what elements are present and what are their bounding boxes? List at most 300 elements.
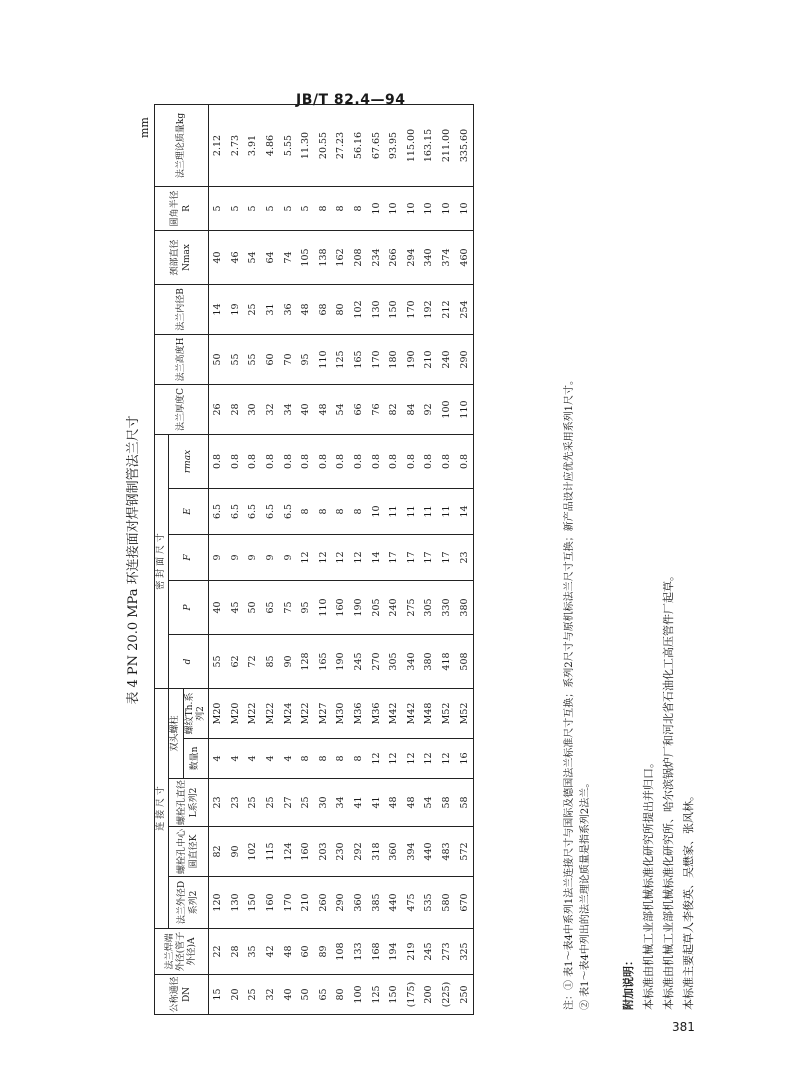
- table-cell: 8: [315, 488, 333, 534]
- table-cell: 260: [315, 877, 333, 929]
- table-cell: 16: [455, 739, 473, 779]
- table-cell: 194: [385, 929, 403, 975]
- table-cell: 200: [420, 975, 438, 1015]
- table-cell: M22: [297, 688, 315, 738]
- table-cell: 440: [385, 877, 403, 929]
- table-cell: 23: [209, 779, 227, 827]
- table-cell: 102: [244, 827, 262, 877]
- table-cell: 125: [332, 334, 350, 384]
- col-p-header: P: [169, 580, 209, 634]
- table-cell: 165: [350, 334, 368, 384]
- table-cell: 6.5: [279, 488, 297, 534]
- flange-dimension-table: [154, 104, 474, 1015]
- table-cell: 92: [420, 384, 438, 434]
- table-cell: 8: [332, 739, 350, 779]
- table-cell: 150: [244, 877, 262, 929]
- table-cell: 240: [438, 334, 456, 384]
- note-2: ② 表1～表4中列出的法兰理论质量是指系列2法兰。: [580, 777, 591, 1010]
- table-cell: 58: [455, 779, 473, 827]
- table-cell: 42: [262, 929, 280, 975]
- table-cell: 340: [420, 230, 438, 284]
- table-cell: 23: [455, 534, 473, 580]
- table-cell: 8: [315, 739, 333, 779]
- table-cell: 20: [227, 975, 245, 1015]
- table-cell: 290: [455, 334, 473, 384]
- table-cell: 19: [227, 284, 245, 334]
- table-row: [244, 104, 262, 1014]
- table-cell: 192: [420, 284, 438, 334]
- table-cell: 5: [262, 186, 280, 230]
- table-cell: 25: [262, 779, 280, 827]
- table-cell: 110: [455, 384, 473, 434]
- table-cell: 34: [332, 779, 350, 827]
- table-cell: 62: [227, 634, 245, 688]
- col-r-header: 圆角半径R: [155, 186, 209, 230]
- table-cell: 170: [403, 284, 421, 334]
- table-cell: 55: [209, 634, 227, 688]
- table-cell: 535: [420, 877, 438, 929]
- col-th-header: 螺纹Th.系列2: [183, 688, 209, 738]
- table-cell: 0.8: [438, 434, 456, 488]
- table-cell: 40: [209, 230, 227, 284]
- table-cell: 180: [385, 334, 403, 384]
- table-cell: 40: [279, 975, 297, 1015]
- table-cell: 102: [350, 284, 368, 334]
- table-cell: 80: [332, 284, 350, 334]
- table-cell: M42: [403, 688, 421, 738]
- table-row: [385, 104, 403, 1014]
- table-cell: 58: [438, 779, 456, 827]
- table-cell: 14: [209, 284, 227, 334]
- table-cell: 93.95: [385, 104, 403, 186]
- table-cell: 4: [244, 739, 262, 779]
- table-cell: 26: [209, 384, 227, 434]
- table-cell: 234: [367, 230, 385, 284]
- table-cell: 5: [297, 186, 315, 230]
- table-cell: 110: [315, 580, 333, 634]
- table-cell: 130: [367, 284, 385, 334]
- table-cell: 66: [350, 384, 368, 434]
- table-cell: 85: [262, 634, 280, 688]
- table-cell: 245: [420, 929, 438, 975]
- table-cell: 11: [403, 488, 421, 534]
- col-l-header: 螺栓孔直径L系列2: [169, 779, 209, 827]
- table-cell: 12: [367, 739, 385, 779]
- table-cell: 8: [315, 186, 333, 230]
- table-cell: 230: [332, 827, 350, 877]
- table-cell: 418: [438, 634, 456, 688]
- table-cell: M27: [315, 688, 333, 738]
- table-cell: 330: [438, 580, 456, 634]
- table-cell: 211.00: [438, 104, 456, 186]
- table-cell: 305: [420, 580, 438, 634]
- table-cell: 294: [403, 230, 421, 284]
- table-cell: 5: [209, 186, 227, 230]
- table-cell: 48: [315, 384, 333, 434]
- table-cell: 128: [297, 634, 315, 688]
- table-cell: 150: [385, 284, 403, 334]
- table-cell: 4: [262, 739, 280, 779]
- table-cell: 275: [403, 580, 421, 634]
- table-cell: 70: [279, 334, 297, 384]
- table-cell: 64: [262, 230, 280, 284]
- table-cell: 50: [297, 975, 315, 1015]
- table-cell: 460: [455, 230, 473, 284]
- table-cell: 84: [403, 384, 421, 434]
- table-cell: 105: [297, 230, 315, 284]
- table-cell: 27.23: [332, 104, 350, 186]
- table-cell: M42: [385, 688, 403, 738]
- table-cell: 17: [403, 534, 421, 580]
- note-1: 注：① 表1～表4中系列1法兰连接尺寸与国际及德国法兰标准尺寸互换；系列2尺寸与原机标法兰尺寸互换；新产品设计应优先采用系列1尺寸。: [564, 375, 575, 1010]
- table-cell: 5: [227, 186, 245, 230]
- table-cell: 25: [244, 779, 262, 827]
- table-cell: 60: [262, 334, 280, 384]
- table-cell: 115: [262, 827, 280, 877]
- table-cell: 130: [227, 877, 245, 929]
- table-cell: 17: [438, 534, 456, 580]
- table-cell: 100: [438, 384, 456, 434]
- table-cell: 22: [209, 929, 227, 975]
- table-cell: 100: [350, 975, 368, 1015]
- table-cell: 270: [367, 634, 385, 688]
- table-cell: 150: [385, 975, 403, 1015]
- table-cell: 440: [420, 827, 438, 877]
- table-cell: 9: [279, 534, 297, 580]
- table-cell: 34: [279, 384, 297, 434]
- table-cell: 273: [438, 929, 456, 975]
- table-row: [315, 104, 333, 1014]
- table-cell: 6.5: [244, 488, 262, 534]
- table-cell: 205: [367, 580, 385, 634]
- table-cell: 0.8: [385, 434, 403, 488]
- table-cell: 35: [244, 929, 262, 975]
- table-cell: 340: [403, 634, 421, 688]
- table-cell: 50: [209, 334, 227, 384]
- table-cell: 0.8: [455, 434, 473, 488]
- table-cell: 138: [315, 230, 333, 284]
- table-cell: 162: [332, 230, 350, 284]
- table-cell: 0.8: [209, 434, 227, 488]
- col-nmax-header: 颈部直径Nmax: [155, 230, 209, 284]
- table-cell: 124: [279, 827, 297, 877]
- table-cell: 266: [385, 230, 403, 284]
- table-cell: 208: [350, 230, 368, 284]
- table-cell: 23: [227, 779, 245, 827]
- table-cell: 380: [420, 634, 438, 688]
- table-cell: 240: [385, 580, 403, 634]
- table-cell: 95: [297, 580, 315, 634]
- additional-line-3: 本标准主要起草人李俊英、吴懋家、张风林。: [682, 790, 695, 1010]
- table-cell: 56.16: [350, 104, 368, 186]
- table-cell: 0.8: [262, 434, 280, 488]
- table-cell: 12: [332, 534, 350, 580]
- table-cell: 5.55: [279, 104, 297, 186]
- table-cell: 0.8: [367, 434, 385, 488]
- table-cell: 125: [367, 975, 385, 1015]
- col-mass-header: 法兰理论质量kg: [155, 104, 209, 186]
- table-cell: 55: [227, 334, 245, 384]
- table-cell: M24: [279, 688, 297, 738]
- table-row: [420, 104, 438, 1014]
- table-cell: 9: [209, 534, 227, 580]
- table-cell: M22: [244, 688, 262, 738]
- table-cell: 394: [403, 827, 421, 877]
- table-cell: 89: [315, 929, 333, 975]
- table-cell: M20: [227, 688, 245, 738]
- table-cell: 360: [350, 877, 368, 929]
- table-cell: 28: [227, 929, 245, 975]
- table-body: [209, 104, 474, 1014]
- table-cell: 40: [297, 384, 315, 434]
- col-d-header: d: [169, 634, 209, 688]
- table-cell: 11: [420, 488, 438, 534]
- table-cell: 10: [403, 186, 421, 230]
- table-cell: 17: [420, 534, 438, 580]
- table-cell: 10: [367, 186, 385, 230]
- table-cell: 250: [455, 975, 473, 1015]
- table-cell: 8: [297, 488, 315, 534]
- table-row: [455, 104, 473, 1014]
- additional-line-1: 本标准由机械工业部机械标准化研究所提出并归口。: [642, 757, 655, 1010]
- table-cell: 8: [297, 739, 315, 779]
- table-cell: 30: [315, 779, 333, 827]
- table-cell: 133: [350, 929, 368, 975]
- table-cell: 68: [315, 284, 333, 334]
- table-cell: 12: [315, 534, 333, 580]
- table-cell: 6.5: [227, 488, 245, 534]
- table-cell: 45: [227, 580, 245, 634]
- col-rmax-header: rmax: [169, 434, 209, 488]
- col-f-header: F: [169, 534, 209, 580]
- table-cell: 0.8: [350, 434, 368, 488]
- table-cell: 11: [438, 488, 456, 534]
- table-cell: 254: [455, 284, 473, 334]
- table-row: [279, 104, 297, 1014]
- table-cell: 4: [209, 739, 227, 779]
- table-cell: 41: [350, 779, 368, 827]
- table-cell: 55: [244, 334, 262, 384]
- table-caption: 表 4 PN 20.0 MPa 环连接面对焊钢制管法兰尺寸: [126, 415, 141, 705]
- table-cell: 190: [332, 634, 350, 688]
- table-cell: 48: [403, 779, 421, 827]
- table-cell: 160: [297, 827, 315, 877]
- table-cell: 108: [332, 929, 350, 975]
- table-cell: 4: [227, 739, 245, 779]
- table-cell: 0.8: [332, 434, 350, 488]
- table-cell: 10: [367, 488, 385, 534]
- table-cell: M52: [455, 688, 473, 738]
- table-cell: 32: [262, 384, 280, 434]
- table-cell: 508: [455, 634, 473, 688]
- col-a-header: 法兰焊端外径(管子外径)A: [155, 929, 209, 975]
- table-cell: 2.12: [209, 104, 227, 186]
- table-cell: 110: [315, 334, 333, 384]
- table-cell: 210: [297, 877, 315, 929]
- table-cell: 9: [262, 534, 280, 580]
- table-row: [403, 104, 421, 1014]
- table-cell: 54: [332, 384, 350, 434]
- table-cell: 0.8: [297, 434, 315, 488]
- table-cell: (225): [438, 975, 456, 1015]
- additional-line-2: 本标准由机械工业部机械标准化研究所、哈尔滨锅炉厂和河北省石油化工高压管件厂起草。: [662, 570, 675, 1010]
- table-cell: 75: [279, 580, 297, 634]
- table-cell: 48: [385, 779, 403, 827]
- table-cell: 245: [350, 634, 368, 688]
- table-cell: 48: [279, 929, 297, 975]
- table-cell: 385: [367, 877, 385, 929]
- table-cell: 8: [350, 739, 368, 779]
- table-cell: M48: [420, 688, 438, 738]
- table-cell: 203: [315, 827, 333, 877]
- table-cell: 54: [244, 230, 262, 284]
- table-cell: 41: [367, 779, 385, 827]
- table-cell: 12: [297, 534, 315, 580]
- table-cell: 12: [385, 739, 403, 779]
- table-cell: 48: [297, 284, 315, 334]
- table-cell: 14: [455, 488, 473, 534]
- table-cell: 60: [297, 929, 315, 975]
- table-cell: 6.5: [209, 488, 227, 534]
- col-c-header: 法兰厚度C: [155, 384, 209, 434]
- unit-label: mm: [138, 117, 151, 138]
- table-cell: 0.8: [279, 434, 297, 488]
- table-cell: 380: [455, 580, 473, 634]
- table-cell: 31: [262, 284, 280, 334]
- table-cell: 65: [315, 975, 333, 1015]
- table-cell: 90: [227, 827, 245, 877]
- table-cell: 190: [403, 334, 421, 384]
- table-cell: 0.8: [315, 434, 333, 488]
- table-cell: 12: [420, 739, 438, 779]
- table-cell: 212: [438, 284, 456, 334]
- table-cell: 8: [332, 488, 350, 534]
- table-cell: 27: [279, 779, 297, 827]
- table-cell: 11.30: [297, 104, 315, 186]
- table-cell: 80: [332, 975, 350, 1015]
- table-cell: 12: [438, 739, 456, 779]
- table-cell: 670: [455, 877, 473, 929]
- table-cell: 0.8: [227, 434, 245, 488]
- table-cell: 170: [279, 877, 297, 929]
- table-cell: 6.5: [262, 488, 280, 534]
- table-cell: 36: [279, 284, 297, 334]
- table-cell: 190: [350, 580, 368, 634]
- table-cell: 2.73: [227, 104, 245, 186]
- table-cell: 210: [420, 334, 438, 384]
- table-cell: M36: [367, 688, 385, 738]
- table-cell: 163.15: [420, 104, 438, 186]
- table-cell: 40: [209, 580, 227, 634]
- table-cell: 95: [297, 334, 315, 384]
- table-row: [227, 104, 245, 1014]
- table-cell: 12: [403, 739, 421, 779]
- table-row: [332, 104, 350, 1014]
- table-cell: M22: [262, 688, 280, 738]
- table-cell: 65: [262, 580, 280, 634]
- seal-group-header: 密 封 面 尺 寸: [155, 434, 169, 688]
- table-cell: 12: [350, 534, 368, 580]
- table-cell: 9: [227, 534, 245, 580]
- table-cell: 3.91: [244, 104, 262, 186]
- table-cell: 11: [385, 488, 403, 534]
- table-cell: 28: [227, 384, 245, 434]
- additional-title: 附加说明：: [622, 955, 635, 1010]
- table-row: [262, 104, 280, 1014]
- table-cell: (175): [403, 975, 421, 1015]
- table-cell: 10: [438, 186, 456, 230]
- table-cell: 14: [367, 534, 385, 580]
- rotated-page-content: [120, 100, 760, 1020]
- table-cell: 168: [367, 929, 385, 975]
- table-cell: 76: [367, 384, 385, 434]
- table-cell: 325: [455, 929, 473, 975]
- table-cell: 8: [332, 186, 350, 230]
- table-cell: 8: [350, 488, 368, 534]
- table-cell: 32: [262, 975, 280, 1015]
- table-cell: 46: [227, 230, 245, 284]
- col-k-header: 螺栓孔中心圆直径K: [169, 827, 209, 877]
- table-cell: 25: [244, 284, 262, 334]
- table-cell: 90: [279, 634, 297, 688]
- table-cell: 17: [385, 534, 403, 580]
- table-cell: 25: [244, 975, 262, 1015]
- table-cell: 0.8: [420, 434, 438, 488]
- col-b-header: 法兰内径B: [155, 284, 209, 334]
- table-cell: 82: [385, 384, 403, 434]
- table-cell: 4: [279, 739, 297, 779]
- table-cell: 120: [209, 877, 227, 929]
- table-cell: M52: [438, 688, 456, 738]
- table-cell: 25: [297, 779, 315, 827]
- table-cell: 483: [438, 827, 456, 877]
- table-cell: 54: [420, 779, 438, 827]
- table-cell: 115.00: [403, 104, 421, 186]
- table-cell: 335.60: [455, 104, 473, 186]
- table-cell: 160: [262, 877, 280, 929]
- table-cell: 5: [279, 186, 297, 230]
- table-cell: 374: [438, 230, 456, 284]
- table-cell: 20.55: [315, 104, 333, 186]
- table-row: [297, 104, 315, 1014]
- table-row: [350, 104, 368, 1014]
- table-cell: 82: [209, 827, 227, 877]
- table-cell: M30: [332, 688, 350, 738]
- table-cell: M36: [350, 688, 368, 738]
- table-cell: 0.8: [403, 434, 421, 488]
- col-d-outer-header: 法兰外径D系列2: [169, 877, 209, 929]
- table-cell: 30: [244, 384, 262, 434]
- table-cell: 72: [244, 634, 262, 688]
- col-h-header: 法兰高度H: [155, 334, 209, 384]
- table-cell: 4.86: [262, 104, 280, 186]
- table-cell: 572: [455, 827, 473, 877]
- table-cell: 74: [279, 230, 297, 284]
- table-cell: 580: [438, 877, 456, 929]
- table-cell: M20: [209, 688, 227, 738]
- table-row: [209, 104, 227, 1014]
- table-cell: 10: [385, 186, 403, 230]
- table-cell: 10: [420, 186, 438, 230]
- table-cell: 360: [385, 827, 403, 877]
- table-cell: 318: [367, 827, 385, 877]
- table-cell: 219: [403, 929, 421, 975]
- table-cell: 67.65: [367, 104, 385, 186]
- table-cell: 292: [350, 827, 368, 877]
- table-cell: 8: [350, 186, 368, 230]
- table-cell: 475: [403, 877, 421, 929]
- table-cell: 290: [332, 877, 350, 929]
